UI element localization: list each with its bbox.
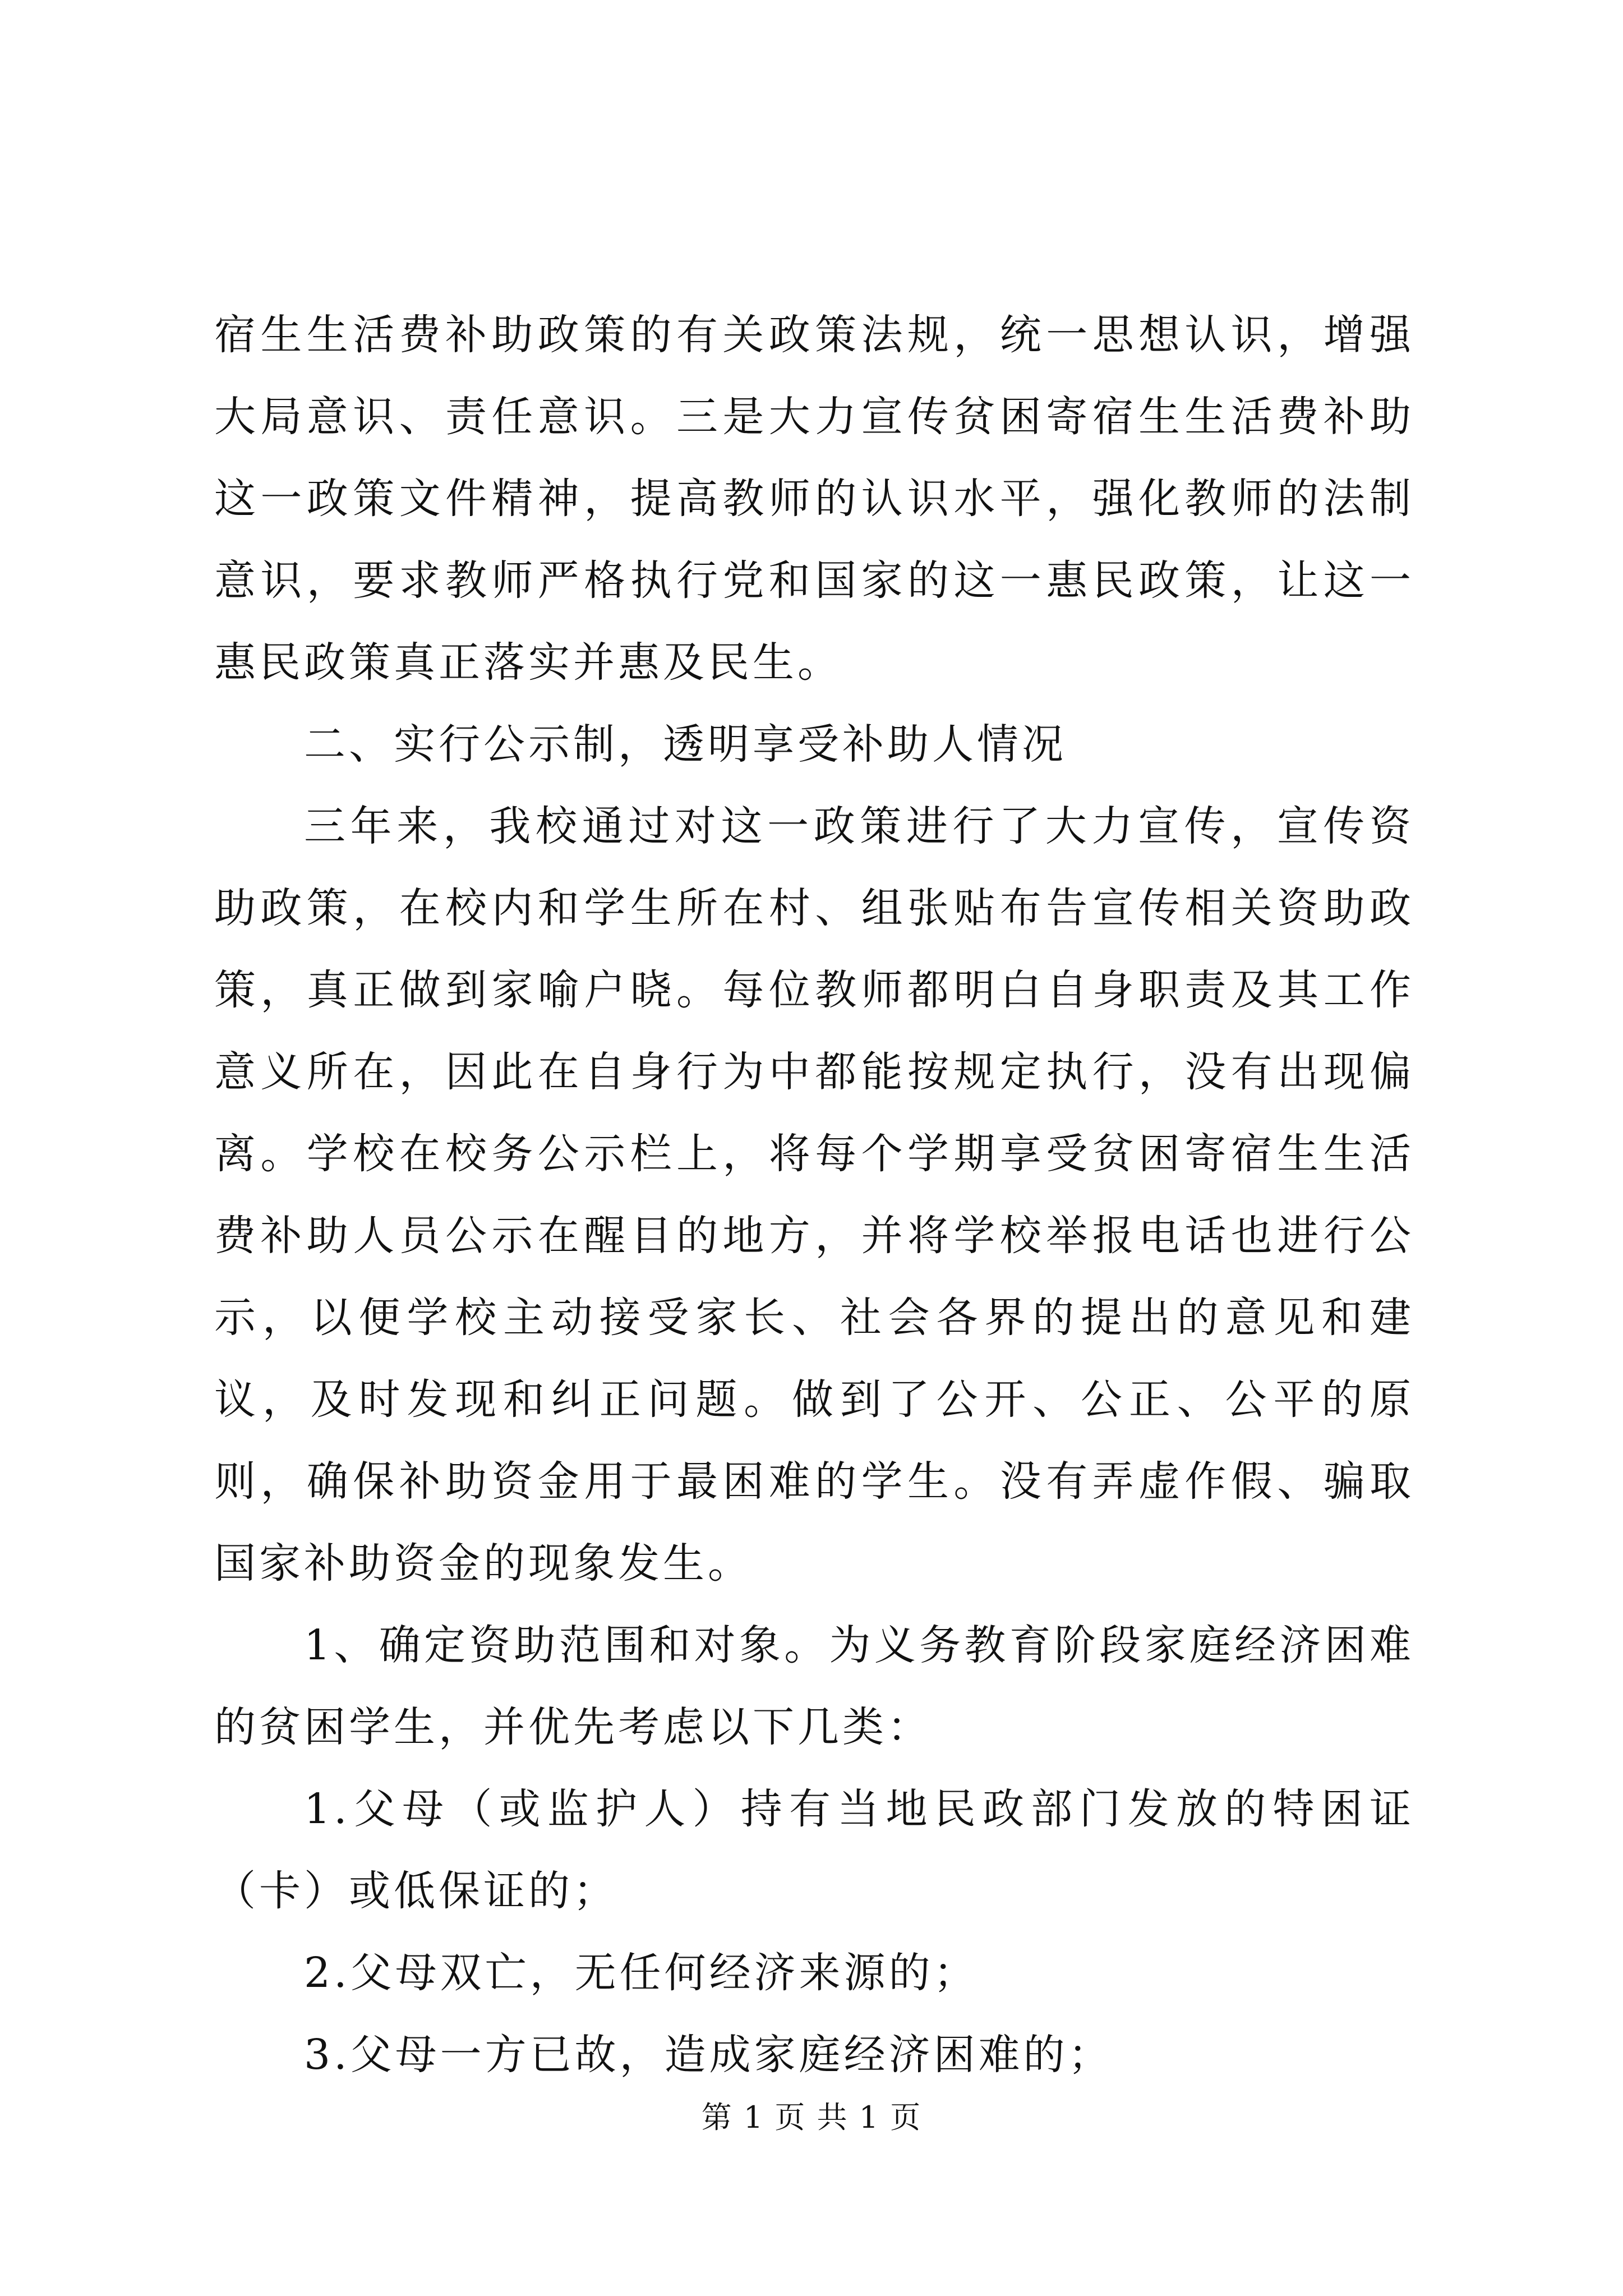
list-item: 3.父母一方已故，造成家庭经济困难的； bbox=[304, 2031, 1113, 2079]
list-item: 1.父母（或监护人）持有当地民政部门发放的特困证（卡）或低保证的； bbox=[214, 1785, 1414, 1915]
page-number-footer: 第 1 页 共 1 页 bbox=[701, 2100, 922, 2135]
paragraph-continuation: 宿生生活费补助政策的有关政策法规，统一思想认识，增强大局意识、责任意识。三是大力宣传贫困寄宿生生活费补助这一政策文件精神，提高教师的认识水平，强化教师的法制意识，要求教师严格执行党和国家的这一惠民政策，让这一惠民政策真正落实并惠及民生。 bbox=[214, 311, 1414, 687]
document-body bbox=[214, 294, 1414, 2096]
section-heading: 二、实行公示制，透明享受补助人情况 bbox=[304, 720, 1067, 769]
paragraph: 1、确定资助范围和对象。为义务教育阶段家庭经济困难的贫困学生，并优先考虑以下几类： bbox=[214, 1621, 1414, 1751]
paragraph: 三年来，我校通过对这一政策进行了大力宣传，宣传资助政策，在校内和学生所在村、组张贴布告宣传相关资助政策，真正做到家喻户晓。每位教师都明白自身职责及其工作意义所在，因此在自身行为中都能按规定执行，没有出现偏离。学校在校务公示栏上，将每个学期享受贫困寄宿生生活费补助人员公示在醒目的地方，并将学校举报电话也进行公示，以便学校主动接受家长、社会各界的提出的意见和建议，及时发现和纠正问题。做到了公开、公正、公平的原则，确保补助资金用于最困难的学生。没有弄虚作假、骗取国家补助资金的现象发生。 bbox=[214, 802, 1414, 1588]
list-item: 2.父母双亡，无任何经济来源的； bbox=[304, 1949, 979, 1997]
